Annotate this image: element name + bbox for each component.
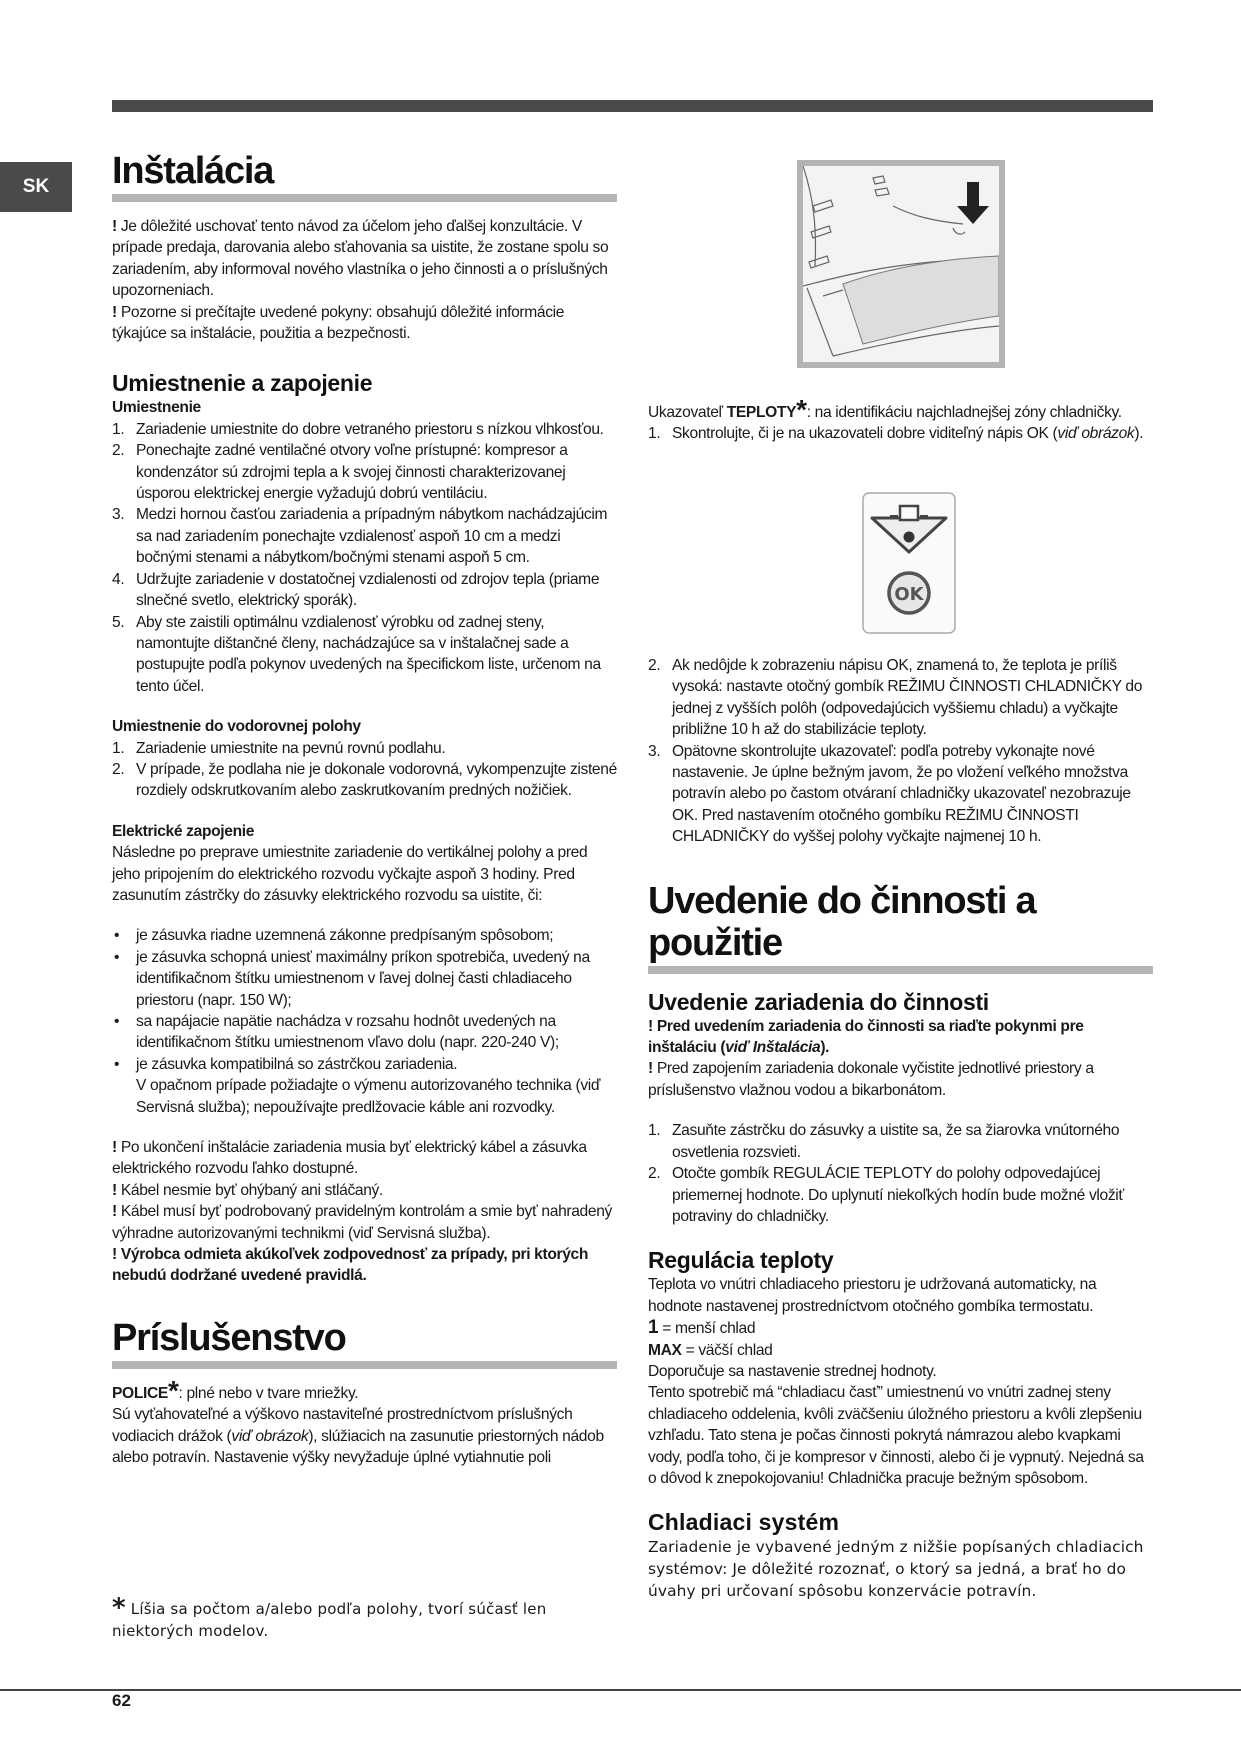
- leveling-list: [112, 738, 617, 802]
- electrical-text: Následne po preprave umiestnite zariadenie do vertikálnej polohy a pred jeho pripojením do elektrického rozvodu vyčkajte aspoň 3 hodiny. Pred zasunutím zástrčky do zásuvky elektrického rozvodu sa uistite, či:: [112, 844, 588, 904]
- asterisk: *: [796, 394, 807, 425]
- bullet: •: [114, 1055, 120, 1073]
- list-number: 2.: [112, 760, 125, 778]
- warning-3: [112, 1201, 617, 1244]
- language-tab: [0, 162, 72, 212]
- right-column-lower: [648, 655, 1153, 1602]
- cooling-text: Zariadenie je vybavené jedným z nižšie popísaných chladiacich systémov: Je dôležité rozoznať, o ktorý sa jedná, a brať ho do úvahy pri určovaní spôsobu konzervácie potravín.: [648, 1538, 1144, 1601]
- startup-note-part: ! Pred uvedením zariadenia do činnosti sa riaďte pokynmi pre inštaláciu (: [648, 1017, 1084, 1057]
- asterisk: *: [167, 1374, 179, 1406]
- see-figure-ref: viď obrázok: [1057, 425, 1135, 443]
- leveling-heading: Umiestnenie do vodorovnej polohy: [112, 718, 361, 736]
- list-number: 2.: [648, 1165, 661, 1183]
- temperature-heading: Regulácia teploty: [648, 1247, 834, 1274]
- list-number: 1.: [648, 1122, 661, 1140]
- electrical-note: V opačnom prípade požiadajte o výmenu autorizovaného technika (viď Servisná služba); nepoužívajte predlžovacie káble ani rozvodky.: [136, 1077, 601, 1116]
- electrical-checklist: [112, 925, 617, 1075]
- thermometer-intro: [648, 394, 1153, 425]
- recommendation: Doporučuje sa nastavenie strednej hodnoty.: [648, 1362, 937, 1380]
- max-key: MAX: [648, 1341, 682, 1359]
- list-number: 3.: [112, 506, 125, 524]
- list-text: je zásuvka riadne uzemnená zákonne predpísaným spôsobom;: [136, 927, 554, 945]
- shelves-label: POLICE: [112, 1384, 168, 1402]
- list-item: [648, 423, 1153, 444]
- list-number: 2.: [112, 442, 125, 460]
- list-text: Ak nedôjde k zobrazeniu nápisu OK, znamená to, že teplota je príliš vysoká: nastavte otočný gombík REŽIMU ČINNOSTI CHLADNIČKY do jednej z vyšších polôh (odpovedajúcich vyššiemu chladu) a vyčkajte približne 10 h až do stabilizácie teploty.: [672, 657, 1143, 739]
- startup-title: Uvedenie do činnosti a použitie: [648, 880, 1153, 974]
- list-text: Aby ste zaistili optimálnu vzdialenosť výrobku od zadnej steny, namontujte dištančné členy, nachádzajúce sa v inštalačnej sade a postupujte podľa pokynov uvedených na špecifickom liste, určenom na tento účel.: [136, 613, 601, 695]
- list-number: 3.: [648, 742, 661, 760]
- footnote-text: Líšia sa počtom a/alebo podľa polohy, tvorí súčasť len niektorých modelov.: [112, 1600, 547, 1640]
- shelves-description: [112, 1404, 617, 1468]
- top-rule: [112, 100, 1153, 112]
- thermometer-label: Ukazovateľ: [648, 404, 727, 421]
- fridge-interior-figure: [797, 160, 1005, 368]
- placement-subheading: Umiestnenie: [112, 399, 201, 417]
- warning-mark: !: [112, 303, 117, 321]
- warning-text: Kábel nesmie byť ohýbaný ani stláčaný.: [116, 1181, 383, 1199]
- warning-mark: !: [112, 218, 117, 235]
- thermometer-list-1: [648, 423, 1153, 444]
- startup-note-part: ).: [820, 1039, 830, 1057]
- warning-text: Kábel musí byť podrobovaný pravidelným kontrolám a smie byť nahradený výhradne autorizovanými technikmi (viď Servisná služba).: [112, 1203, 612, 1242]
- startup-steps: [648, 1120, 1153, 1227]
- intro-text-1: Je dôležité uschovať tento návod za účelom jeho ďalšej konzultácie. V prípade predaja, darovania alebo sťahovania sa uistite, že zostane spolu so zariadením, aby informoval nového vlastníka o jeho činnosti a o príslušných upozorneniach.: [112, 218, 609, 300]
- list-item: [112, 504, 617, 568]
- list-number: 4.: [112, 570, 125, 588]
- bullet: •: [114, 927, 120, 945]
- temperature-text: Teplota vo vnútri chladiaceho priestoru je udržovaná automaticky, na hodnote nastavenej prostredníctvom otočného gombíka termostatu.: [648, 1276, 1097, 1315]
- list-item: [648, 1163, 1153, 1227]
- footnote: [112, 1593, 602, 1642]
- placement-list: [112, 419, 617, 697]
- placement-heading: Umiestnenie a zapojenie: [112, 370, 373, 397]
- list-number: 1.: [648, 425, 661, 443]
- list-text: je zásuvka schopná uniesť maximálny príkon spotrebiča, uvedený na identifikačnom štítku umiestnenom v ľavej dolnej časti chladiaceho priestoru (napr. 150 W);: [136, 948, 590, 1009]
- ok-indicator-drawing: [862, 492, 956, 634]
- shelves-desc-part: ), slúžiacich na zasunutie priestorných nádob alebo potravín. Nastavenie výšky nevyžaduje úplné vytiahnutie poli: [112, 1427, 604, 1467]
- startup-subheading: Uvedenie zariadenia do činnosti: [648, 988, 989, 1015]
- thermometer-label-bold: TEPLOTY: [726, 404, 797, 421]
- list-item: [112, 440, 617, 504]
- ok-indicator-figure: [862, 492, 956, 634]
- min-text: = menší chlad: [658, 1320, 756, 1338]
- list-item: [112, 1054, 617, 1075]
- list-item: [648, 1120, 1153, 1163]
- shelves-line: [112, 1374, 617, 1406]
- cleaning-note: [648, 1058, 1153, 1101]
- warning-1: [112, 1137, 617, 1180]
- warning-mark: !: [112, 1203, 117, 1221]
- ok-text: OK: [894, 584, 924, 605]
- list-text: V prípade, že podlaha nie je dokonale vodorovná, vykompenzujte zistené rozdiely odskrutkovaním alebo zaskrutkovaním predných nožičiek.: [136, 760, 617, 800]
- cooling-heading: Chladiaci systém: [648, 1509, 840, 1536]
- fridge-interior-drawing: [803, 166, 999, 362]
- accessories-title: Príslušenstvo: [112, 1317, 617, 1369]
- warning-text: Po ukončení inštalácie zariadenia musia byť elektrický kábel a zásuvka elektrického rozvodu ľahko dostupné.: [112, 1139, 587, 1178]
- warning-mark: !: [112, 1181, 117, 1199]
- thermometer-label-rest: : na identifikáciu najchladnejšej zóny chladničky.: [806, 404, 1122, 421]
- list-text: Otočte gombík REGULÁCIE TEPLOTY do polohy odpovedajúcej priemernej hodnote. Do uplynutí niekoľkých hodín bude možné vložiť potraviny do chladničky.: [672, 1165, 1124, 1225]
- see-figure-ref: viď obrázok: [231, 1427, 309, 1445]
- electrical-heading: Elektrické zapojenie: [112, 822, 255, 840]
- list-number: 2.: [648, 657, 661, 674]
- list-text: Zariadenie umiestnite do dobre vetraného priestoru s nízkou vlhkosťou.: [136, 420, 604, 438]
- startup-note: [648, 1016, 1153, 1059]
- bullet: •: [114, 1013, 120, 1030]
- list-text: Udržujte zariadenie v dostatočnej vzdialenosti od zdrojov tepla (priame slnečné svetlo, elektrický sporák).: [136, 570, 600, 610]
- list-item: [112, 612, 617, 698]
- list-item: [112, 419, 617, 440]
- down-arrow-icon: [957, 182, 989, 224]
- cleaning-text: Pred zapojením zariadenia dokonale vyčistite jednotlivé priestory a príslušenstvo vlažnou vodou a bikarbonátom.: [648, 1060, 1094, 1099]
- intro-text-2: Pozorne si prečítajte uvedené pokyny: obsahujú dôležité informácie týkajúce sa inštalácie, použitia a bezpečnosti.: [112, 303, 565, 343]
- list-item: [112, 569, 617, 612]
- page-number: 62: [112, 1691, 131, 1710]
- right-column-upper: [648, 394, 1153, 445]
- list-text: Ponechajte zadné ventilačné otvory voľne prístupné: kompresor a kondenzátor sú zdrojmi tepla a k svojej činnosti charakterizovanej úsporou elektrickej energie vyžadujú dobrú ventiláciu.: [136, 442, 568, 503]
- max-setting: [648, 1340, 1153, 1361]
- installation-title: Inštalácia: [112, 150, 617, 202]
- list-item: [112, 947, 617, 1011]
- list-item: [648, 741, 1153, 848]
- manufacturer-disclaimer: ! Výrobca odmieta akúkoľvek zodpovednosť za prípady, pri ktorých nebudú dodržané uvedené pravidlá.: [112, 1246, 589, 1285]
- list-text-end: ).: [1134, 425, 1144, 443]
- warning-2: [112, 1180, 617, 1201]
- intro-paragraph-1: [112, 216, 617, 302]
- list-text: Opätovne skontrolujte ukazovateľ: podľa potreby vykonajte nové nastavenie. Je úplne bežným javom, že po vložení veľkého množstva potravín alebo po častom otváraní chladničky ukazovateľ nezobrazuje OK. Pred nastavením otočného gombíku REŽIMU ČINNOSTI CHLADNIČKY do vyššej polohy vyčkajte najmenej 10 h.: [672, 742, 1131, 846]
- list-text: sa napájacie napätie nachádza v rozsahu hodnôt uvedených na identifikačnom štítku umiestnenom vľavo dolu (napr. 220-240 V);: [136, 1013, 559, 1052]
- bottom-rule: [0, 1689, 1241, 1691]
- min-setting: [648, 1317, 1153, 1339]
- thermometer-list-2: [648, 655, 1153, 848]
- shelves-text: : plné nebo v tvare mriežky.: [178, 1384, 359, 1402]
- list-text: Medzi hornou časťou zariadenia a prípadným nábytkom nachádzajúcim sa nad zariadením ponechajte vzdialenosť aspoň 10 cm a medzi bočnými stenami a nábytkom/bočnými stenami aspoň 5 cm.: [136, 506, 608, 567]
- asterisk: *: [112, 1593, 126, 1623]
- list-item: [648, 655, 1153, 741]
- language-tab-label: SK: [22, 176, 50, 197]
- warning-mark: !: [648, 1060, 653, 1078]
- list-text: Zariadenie umiestnite na pevnú rovnú podlahu.: [136, 739, 446, 757]
- list-number: 1.: [112, 739, 125, 757]
- list-text: je zásuvka kompatibilná so zástrčkou zariadenia.: [136, 1055, 458, 1073]
- list-item: [112, 738, 617, 759]
- max-text: = väčší chlad: [681, 1341, 773, 1359]
- warning-mark: !: [112, 1139, 117, 1157]
- min-key: 1: [648, 1317, 659, 1339]
- list-text: Skontrolujte, či je na ukazovateli dobre viditeľný nápis OK (: [672, 425, 1058, 443]
- left-column: [112, 150, 617, 1469]
- intro-paragraph-2: [112, 302, 617, 345]
- cooling-wall-text: Tento spotrebič má “chladiacu časť” umiestnenú vo vnútri zadnej steny chladiaceho oddelenia, kvôli zväčšeniu úložného priestoru a kvôli zlepšeniu vzhľadu. Tato stena je počas činnosti pokrytá námrazou alebo kvapkami vody, podľa toho, či je kompresor v činnosti, alebo či je vypnutý. Nejedná sa o dôvod k znepokojovaniu! Chladnička pracuje bežným spôsobom.: [648, 1384, 1144, 1487]
- list-number: 1.: [112, 420, 125, 438]
- bullet: •: [114, 948, 120, 966]
- see-installation-ref: viď Inštalácia: [725, 1039, 821, 1057]
- list-item: [112, 925, 617, 946]
- shelves-desc-part: Sú vyťahovateľné a výškovo nastaviteľné prostredníctvom príslušných vodiacich drážok (: [112, 1406, 573, 1445]
- list-number: 5.: [112, 613, 125, 631]
- list-item: [112, 759, 617, 802]
- list-item: [112, 1011, 617, 1054]
- list-text: Zasuňte zástrčku do zásuvky a uistite sa, že sa žiarovka vnútorného osvetlenia rozsvieti.: [672, 1122, 1120, 1161]
